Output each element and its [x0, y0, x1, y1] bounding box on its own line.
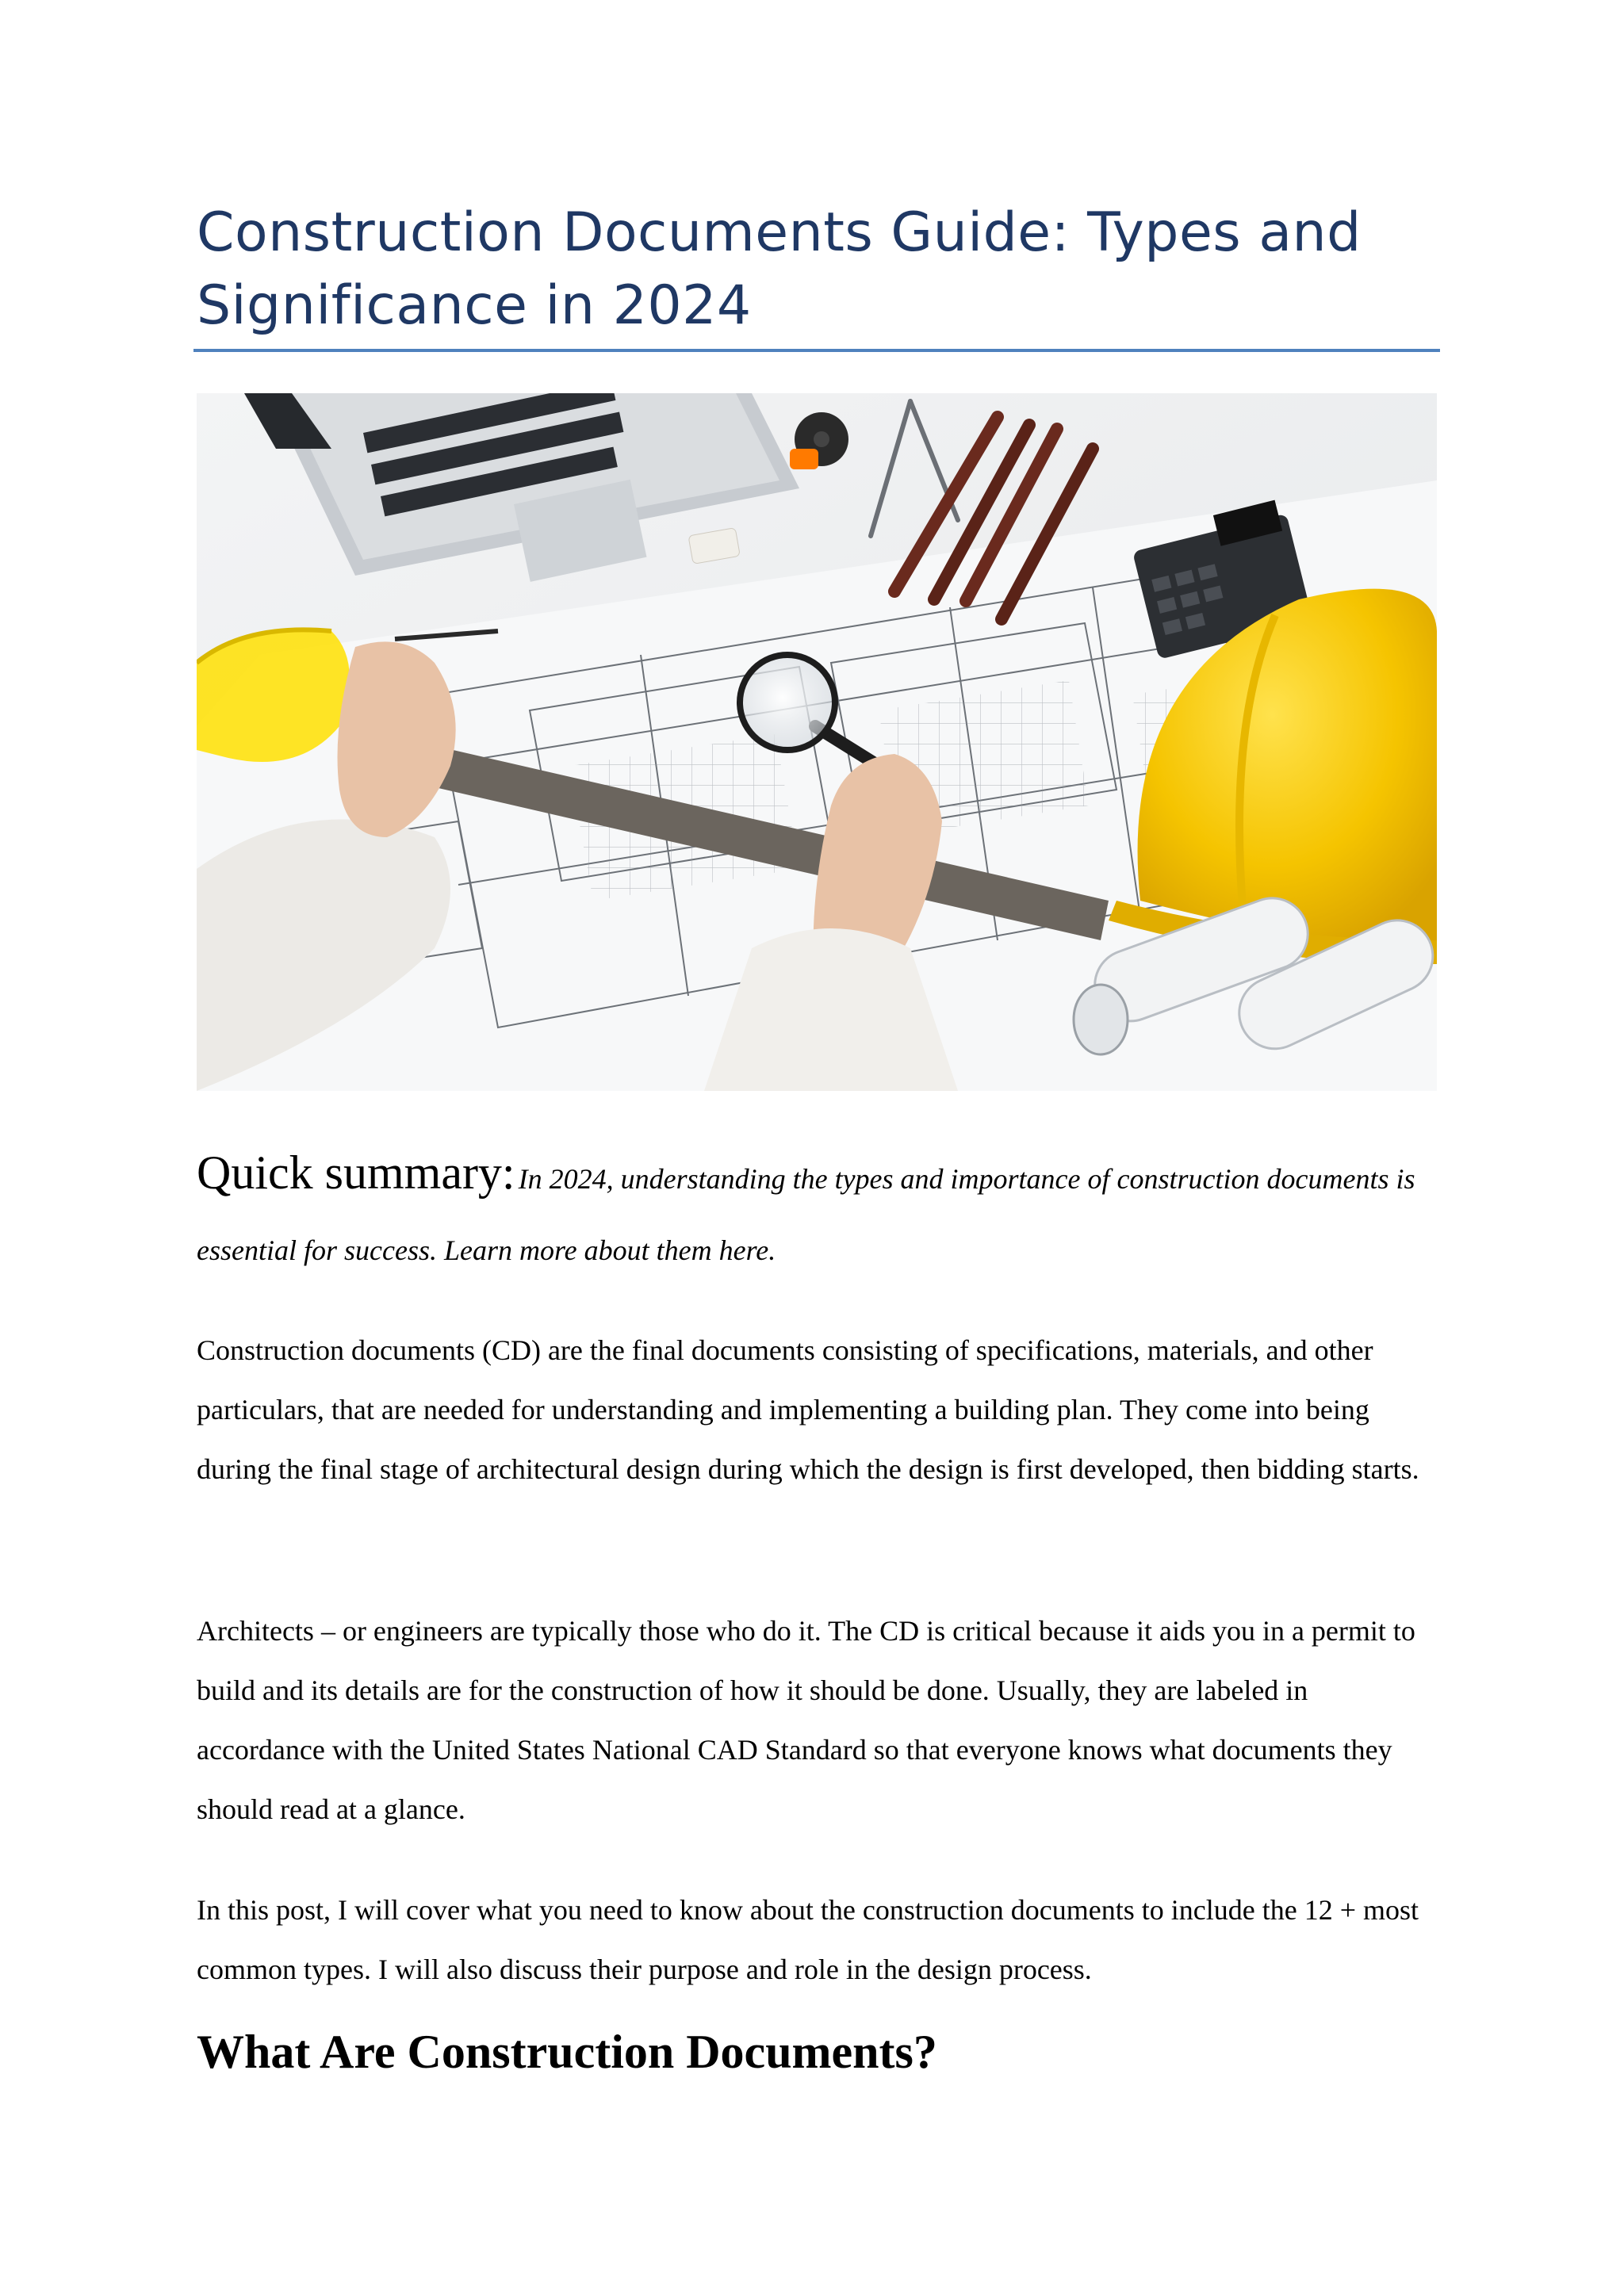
body-paragraph: In this post, I will cover what you need to know about the construction documents to include the 12 + most common types. I will also discuss their purpose and role in the design process. [197, 1894, 1419, 1985]
construction-blueprint-desk-photo-icon [197, 393, 1437, 1091]
document-title: Construction Documents Guide: Types and Significance in 2024 [197, 201, 1362, 337]
quick-summary-text: In 2024, understanding the types and importance of construction documents is essential for success. Learn more about them here. [197, 1163, 1415, 1266]
quick-summary [197, 1140, 1442, 1289]
quick-summary-label: Quick summary: [197, 1146, 515, 1199]
section-heading: What Are Construction Documents? [197, 2026, 937, 2078]
title-underline-rule [193, 349, 1440, 352]
body-paragraph: Architects – or engineers are typically those who do it. The CD is critical because it aids you in a permit to build and its details are for the construction of how it should be done. Usually, they are labeled in accordance with the United States National CAD Standard so that everyone knows what documents they should read at a glance. [197, 1615, 1415, 1825]
body-paragraph: Construction documents (CD) are the final documents consisting of specifications, materials, and other particulars, that are needed for understanding and implementing a building plan. They come into being during the final stage of architectural design during which the design is first developed, then bidding starts. [197, 1334, 1419, 1485]
hero-image [197, 393, 1437, 1091]
